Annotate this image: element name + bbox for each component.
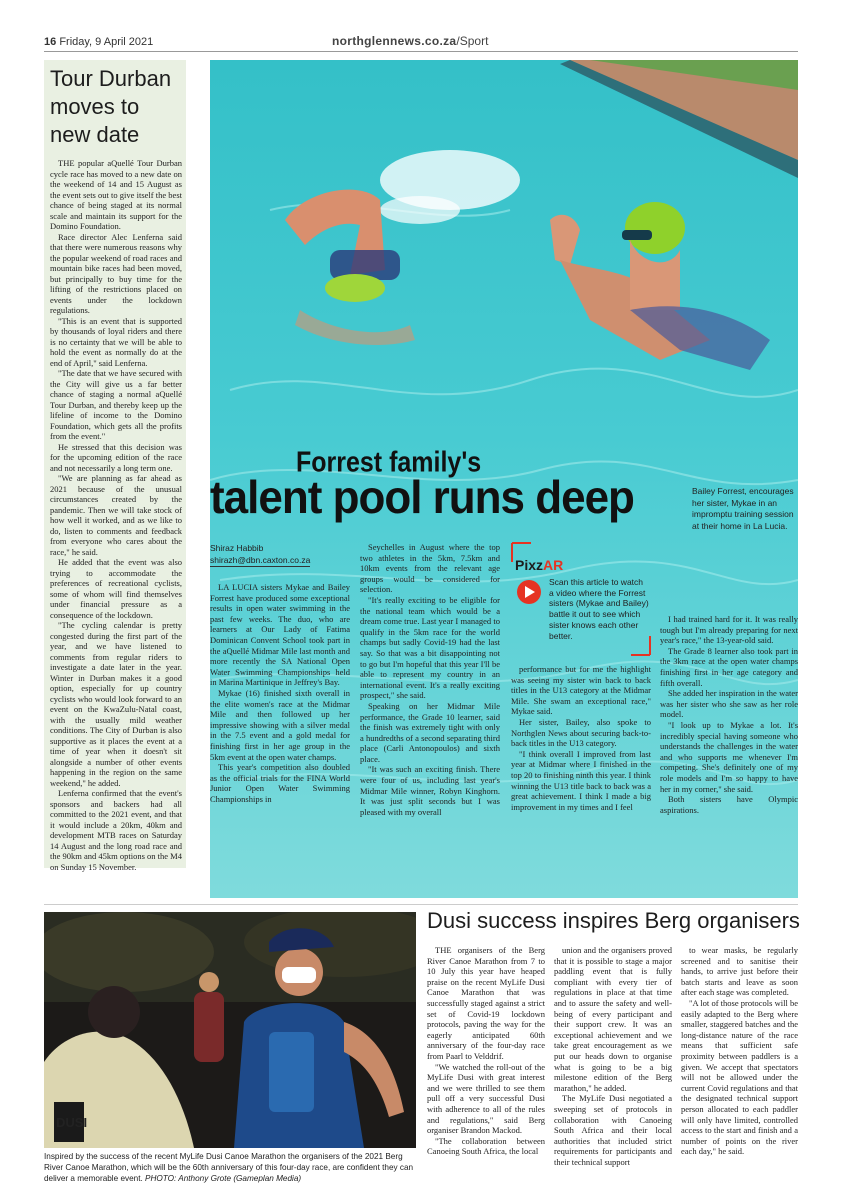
sidebar-paragraph: He added that the event was also trying to accommodate the preferences of recreational cyclists, some of whom will find themselves under financial pressure as a consequence of the lockdown. (50, 557, 182, 620)
sidebar-paragraph: He stressed that this decision was for the upcoming edition of the race and not necessarily a long term one. (50, 441, 182, 473)
dusi-paragraph: "We watched the roll-out of the MyLife Dusi with great interest and we were thrilled to see them pull off a very successful Dusi with adherence to all of the rules and regulations," said Berg organiser Brandon Mackod. (427, 1061, 545, 1136)
dusi-column-1 (427, 945, 545, 1157)
dusi-column-3 (681, 945, 798, 1157)
page-header-center (332, 34, 488, 48)
dusi-photo-credit: PHOTO: Anthony Grote (Gameplan Media) (145, 1174, 302, 1183)
dusi-photo-caption (44, 1151, 416, 1184)
dusi-paragraph: "A lot of those protocols will be easily adapted to the Berg where smaller, staggered batches and the long-distance nature of the race means that sufficient safe proximity between paddlers is a given. We accept that spectators will not be allowed under the current Covid regulations and that the designated technical support person allocated to each paddler will only have limited, controlled access to the start and finish and a number of points on the river each day," he said. (681, 997, 798, 1157)
sidebar-paragraph: "The cycling calendar is pretty congested during the first part of the year, and we have listened to comments from regular riders to investigate a date later in the year. Winter in Durban makes it a good option, especially for up country cyclists who would look forward to an event on the KwaZulu-Natal coast, with the usually mild weather conditions. The City of Durban is also supportive as it places the event at a time of year when it doesn't sit alongside a number of other events happening in the region on the same weekend," he added. (50, 620, 182, 788)
dusi-paragraph: THE organisers of the Berg River Canoe Marathon from 7 to 10 July this year have heaped praise on the recent MyLife Dusi Canoe Marathon that was successfully staged against a strict set of Covid-19 lockdown protocols, paving the way for the eagerly anticipated 60th anniversary of the four-day race from Paarl to Velddrif. (427, 945, 545, 1061)
dusi-headline: Dusi success inspires Berg organisers (427, 908, 800, 933)
byline-name: Shiraz Habbib (210, 543, 264, 553)
feature-paragraph: Speaking on her Midmar Mile performance, the Grade 10 learner, said the finish was extremely tight with only a hundredths of a second separating third place (Carli Antonopoulos) and sixth place. (360, 700, 500, 764)
site-name: northglennews.co.za (332, 34, 457, 48)
dusi-column-2 (554, 945, 672, 1167)
page-number: 16 (44, 36, 57, 48)
pixzar-logo-b: AR (543, 557, 564, 573)
dusi-paragraph: to wear masks, be regularly screened and to sanitise their hands, to arrive just before their batch starts and leave as soon after each stage was completed. (681, 945, 798, 998)
sidebar-body (50, 158, 182, 872)
section-name: /Sport (456, 34, 489, 48)
header-rule (44, 51, 798, 52)
sidebar-paragraph: THE popular aQuellé Tour Durban cycle race has moved to a new date on the weekend of 14 and 15 August as the event sets out to give itself the best chance of being staged at its normal scale and maintain its support for the Domino Foundation. (50, 158, 182, 231)
sidebar-paragraph: Lenferna confirmed that the event's sponsors and backers had all committed to the 2021 event, and that it would include a 20km, 40km and development MTB races on Saturday 14 August and the long road race and the 90km and 45km options on the M4 on Sunday 15 November. (50, 788, 182, 872)
byline-email[interactable]: shirazh@dbn.caxton.co.za (210, 555, 311, 565)
feature-column-2 (360, 542, 500, 817)
feature-column-1 (210, 582, 350, 804)
feature-paragraph: performance but for me the highlight was seeing my sister win back to back titles in the U13 category at the Midmar Mile. She swam an exceptional race," Mykae said. (511, 664, 651, 717)
feature-paragraph: "It's really exciting to be eligible for the national team which would be a dream come true. Last year I managed to qualify in the 5km race for the world champs but sadly Covid-19 had the last say. So that was a bit disappointing not to go but I'm hopeful that this year I'll be able to represent my country in an international event. It's a really exciting prospect," she said. (360, 594, 500, 701)
section-separator (44, 904, 798, 905)
feature-paragraph: Both sisters have Olympic aspirations. (660, 794, 798, 815)
feature-kicker: Forrest family's (296, 446, 482, 479)
page-date: Friday, 9 April 2021 (59, 36, 154, 48)
dusi-photo-graphic (44, 912, 416, 1148)
page-header-left (44, 36, 153, 48)
feature-paragraph: The Grade 8 learner also took part in the 3km race at the open water champs finishing first in her age category and fifth overall. (660, 645, 798, 688)
feature-paragraph: Mykae (16) finished sixth overall in the elite women's race at the Midmar Mile and then followed up her impressive showing with a silver medal in the 7.5 event and a gold medal for finishing first in her age group in the 5km event at the open water champs. (210, 687, 350, 762)
dusi-paragraph: "The collaboration between Canoeing South Africa, the local (427, 1135, 545, 1157)
feature-paragraph: "It was such an exciting finish. There were four of us, including last year's Midmar Mile winner, Robyn Kinghorn. It was just split seconds but I was pleased with my overall (360, 764, 500, 817)
sidebar-paragraph: "This is an event that is supported by thousands of loyal riders and there is no certainty that we will be able to hold the event as normally do at the end of April," said Lenferna. (50, 315, 182, 368)
sidebar-paragraph: Race director Alec Lenferna said that there were numerous reasons why the popular weekend of road races and mountain bike races had been moved, but principally to buy time for the lifting of the restrictions placed on events under the lockdown regulations. (50, 231, 182, 315)
dusi-photo (44, 912, 416, 1148)
feature-paragraph: She added her inspiration in the water was her sister who she saw as her role model. (660, 688, 798, 720)
feature-paragraph: Seychelles in August where the top two athletes in the 5km, 7.5km and 10km events from the relevant age groups would be considered for selection. (360, 542, 500, 595)
feature-paragraph: Her sister, Bailey, also spoke to Northglen News about securing back-to-back titles in the U13 category. (511, 716, 651, 749)
shirt-text: DUSI (56, 1115, 88, 1130)
dusi-paragraph: The MyLife Dusi negotiated a sweeping set of protocols in collaboration with Canoeing South Africa and their local authorities that included strict requirements for participants and their technical support (554, 1093, 672, 1167)
feature-paragraph: I had trained hard for it. It was really tough but I'm already preparing for next year's race," the 13-year-old said. (660, 614, 798, 646)
feature-paragraph: "I think overall I improved from last year at Midmar where I finished in the top 20 to finishing ninth this year. I think winning the U13 title back to back was a great achievement. I think I made a big improvement in my times and I feel (511, 748, 651, 812)
byline (210, 542, 310, 567)
feature-column-3 (511, 664, 651, 812)
feature-paragraph: LA LUCIA sisters Mykae and Bailey Forrest have produced some exceptional results in open water swimming in the past few weeks. The duo, who are learners at Our Lady of Fatima Dominican Convent School took part in the aQuellé Midmar Mile last month and more recently the SA National Open Water Swimming Championships held in Marina Martinique in Jeffrey's Bay. (210, 582, 350, 688)
dusi-paragraph: union and the organisers proved that it is possible to stage a major paddling event that is fully compliant with every tier of regulations in place at that time and to assure the safety and well-being of every participant and their support crew. It was an exceptional achievement and we take great encouragement as we put our heads down to organise what is going to be a big milestone edition of the Berg marathon," he added. (554, 945, 672, 1093)
feature-paragraph: This year's competition also doubled as the official trials for the FINA World Junior Open Water Swimming Championships in (210, 762, 350, 804)
pixzar-text: Scan this article to watch a video where the Forrest sisters (Mykae and Bailey) battle it out to see which sister knows each other better. (549, 577, 649, 641)
feature-column-4 (660, 614, 798, 815)
feature-photo-caption: Bailey Forrest, encourages her sister, Mykae in an impromptu training session at their home in La Lucia. (692, 486, 794, 531)
pixzar-logo (515, 557, 563, 573)
sidebar-paragraph: "The date that we have secured with the City will give us a far better chance of staging a normal aQuellé Tour Durban, and thereby keep up the lifeline of income to the Domino Foundation, which gets all the profits from the event." (50, 368, 182, 441)
pixzar-logo-a: Pixz (515, 557, 544, 573)
dusi-caption-text: Inspired by the success of the recent MyLife Dusi Canoe Marathon the organisers of the 2021 Berg River Canoe Marathon, which will be the 60th anniversary of this four-day race, are confident they can deliver a memorable event. (44, 1152, 414, 1183)
sidebar-title: Tour Durban moves to new date (50, 66, 172, 147)
feature-paragraph: "I look up to Mykae a lot. It's incredibly special having someone who understands the challenges in the water and who supports me whenever I'm competing. She's definitely one of my role models and I'm so happy to have her in my corner," she said. (660, 719, 798, 794)
feature-headline: talent pool runs deep (210, 472, 634, 524)
sidebar-paragraph: "We are planning as far ahead as 2021 because of the unusual circumstances created by the pandemic. Then we will take stock of how well it worked, and as we like to do, listen to comments and feedback from everyone who cares about the race," he said. (50, 473, 182, 557)
